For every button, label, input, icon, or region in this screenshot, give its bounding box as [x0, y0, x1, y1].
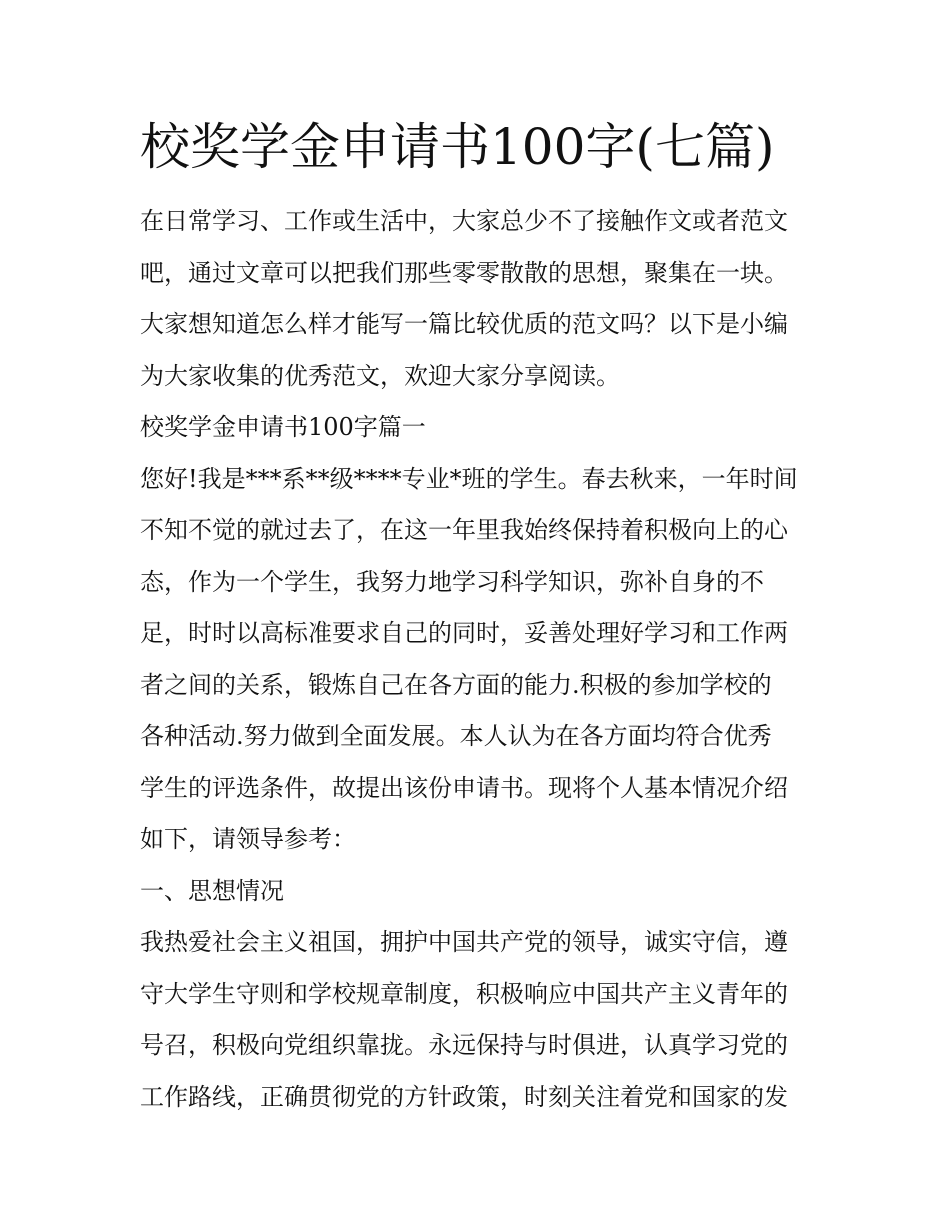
section-heading: 校奖学金申请书100字篇一 — [140, 413, 426, 441]
body-line: 大家想知道怎么样才能写一篇比较优质的范文吗？以下是小编 — [140, 310, 788, 338]
body-line: 为大家收集的优秀范文，欢迎大家分享阅读。 — [140, 361, 620, 390]
body-line: 工作路线，正确贯彻党的方针政策，时刻关注着党和国家的发 — [140, 1082, 788, 1111]
body-line: 在日常学习、工作或生活中，大家总少不了接触作文或者范文 — [140, 207, 788, 235]
document-title: 校奖学金申请书100字(七篇) — [140, 118, 775, 176]
body-line: 号召，积极向党组织靠拢。永远保持与时俱进，认真学习党的 — [140, 1031, 788, 1059]
body-line: 您好!我是***系**级****专业*班的学生。春去秋来，一年时间 — [140, 464, 798, 493]
body-line: 吧，通过文章可以把我们那些零零散散的思想，聚集在一块。 — [140, 258, 788, 287]
body-line: 态，作为一个学生，我努力地学习科学知识，弥补自身的不 — [140, 567, 764, 596]
body-line: 如下，请领导参考： — [140, 825, 356, 853]
body-line: 者之间的关系，锻炼自己在各方面的能力.积极的参加学校的 — [140, 670, 772, 699]
body-line: 学生的评选条件，故提出该份申请书。现将个人基本情况介绍 — [140, 773, 788, 802]
document-body — [140, 196, 810, 1123]
body-line: 我热爱社会主义祖国，拥护中国共产党的领导，诚实守信，遵 — [140, 928, 788, 956]
subsection-heading: 一、思想情况 — [140, 876, 284, 905]
body-line: 足，时时以高标准要求自己的同时，妥善处理好学习和工作两 — [140, 619, 788, 647]
body-line: 不知不觉的就过去了，在这一年里我始终保持着积极向上的心 — [140, 516, 788, 544]
body-line: 各种活动.努力做到全面发展。本人认为在各方面均符合优秀 — [140, 722, 772, 750]
body-line: 守大学生守则和学校规章制度，积极响应中国共产主义青年的 — [140, 979, 788, 1008]
